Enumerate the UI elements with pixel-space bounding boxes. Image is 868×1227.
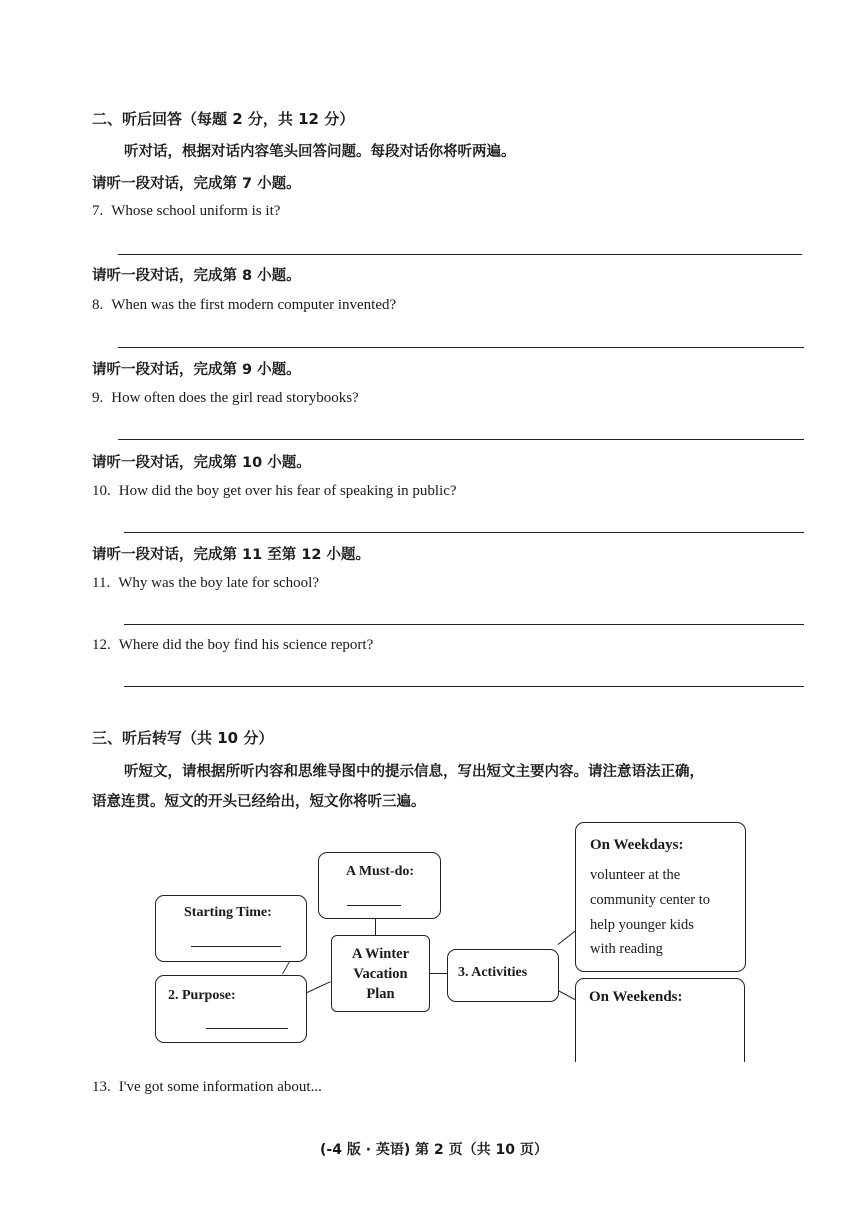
question-number: 8.: [92, 297, 104, 313]
section3-instruction-line1: 听短文，请根据所听内容和思维导图中的提示信息，写出短文主要内容。请注意语法正确，: [124, 764, 704, 780]
section2-instruction: 听对话，根据对话内容笔头回答问题。每段对话你将听两遍。: [124, 144, 516, 160]
weekdays-line-4: with reading: [590, 941, 663, 957]
starting-time-blank[interactable]: [191, 946, 281, 947]
question-number: 13.: [92, 1079, 111, 1095]
question-text: I've got some information about...: [118, 1079, 322, 1095]
activities-box: [447, 949, 559, 1002]
question-number: 11.: [92, 575, 111, 591]
center-box: [331, 935, 430, 1012]
section2-heading: 二、听后回答（每题 2 分，共 12 分）: [92, 110, 355, 128]
answer-line-9[interactable]: [118, 439, 804, 440]
center-line-2: Vacation: [353, 966, 408, 982]
must-do-box: [318, 852, 441, 919]
group-prompt: 请听一段对话，完成第 10 小题。: [92, 455, 311, 471]
section3-instruction-line2: 语意连贯。短文的开头已经给出，短文你将听三遍。: [92, 794, 426, 810]
answer-line-11[interactable]: [124, 624, 804, 625]
activities-label: 3. Activities: [458, 965, 528, 980]
purpose-blank[interactable]: [206, 1028, 288, 1029]
question-text: When was the first modern computer invented?: [111, 297, 397, 313]
answer-line-12[interactable]: [124, 686, 804, 687]
question-text: Where did the boy find his science report?: [118, 637, 374, 653]
question-number: 9.: [92, 390, 104, 406]
weekends-title: On Weekends:: [589, 989, 683, 1005]
answer-line-7[interactable]: [118, 254, 802, 255]
weekdays-line-3: help younger kids: [590, 917, 694, 933]
question-13: [92, 1079, 322, 1096]
answer-line-8[interactable]: [118, 347, 804, 348]
weekdays-box: [575, 822, 746, 972]
question-text: How did the boy get over his fear of speaking in public?: [118, 483, 457, 499]
question-number: 12.: [92, 637, 111, 653]
group-prompt: 请听一段对话，完成第 9 小题。: [92, 362, 301, 378]
question-10: [92, 483, 457, 500]
connector-line: [429, 973, 448, 974]
question-text: How often does the girl read storybooks?: [111, 390, 359, 406]
weekends-box[interactable]: [575, 978, 745, 1062]
purpose-label: 2. Purpose:: [168, 988, 236, 1003]
purpose-box: [155, 975, 307, 1043]
connector-line: [305, 981, 331, 994]
question-8: [92, 297, 396, 314]
weekdays-line-1: volunteer at the: [590, 867, 681, 883]
question-number: 7.: [92, 203, 104, 219]
group-prompt: 请听一段对话，完成第 7 小题。: [92, 176, 301, 192]
connector-line: [375, 918, 377, 936]
question-12: [92, 637, 373, 654]
section3-heading: 三、听后转写（共 10 分）: [92, 729, 274, 747]
must-do-label: A Must-do:: [346, 864, 415, 879]
weekdays-title: On Weekdays:: [590, 837, 684, 853]
answer-line-10[interactable]: [124, 532, 804, 533]
question-number: 10.: [92, 483, 111, 499]
center-line-3: Plan: [366, 986, 395, 1002]
group-prompt: 请听一段对话，完成第 8 小题。: [92, 268, 301, 284]
group-prompt: 请听一段对话，完成第 11 至第 12 小题。: [92, 547, 371, 563]
weekdays-line-2: community center to: [590, 892, 710, 908]
starting-time-box: [155, 895, 307, 962]
must-do-blank[interactable]: [347, 905, 401, 906]
center-line-1: A Winter: [351, 946, 410, 962]
question-text: Whose school uniform is it?: [111, 203, 281, 219]
page-footer: (-4 版 · 英语) 第 2 页（共 10 页）: [320, 1142, 548, 1158]
question-9: [92, 390, 359, 407]
question-7: [92, 203, 280, 220]
question-11: [92, 575, 319, 592]
question-text: Why was the boy late for school?: [118, 575, 319, 591]
starting-time-label: Starting Time:: [184, 905, 272, 920]
